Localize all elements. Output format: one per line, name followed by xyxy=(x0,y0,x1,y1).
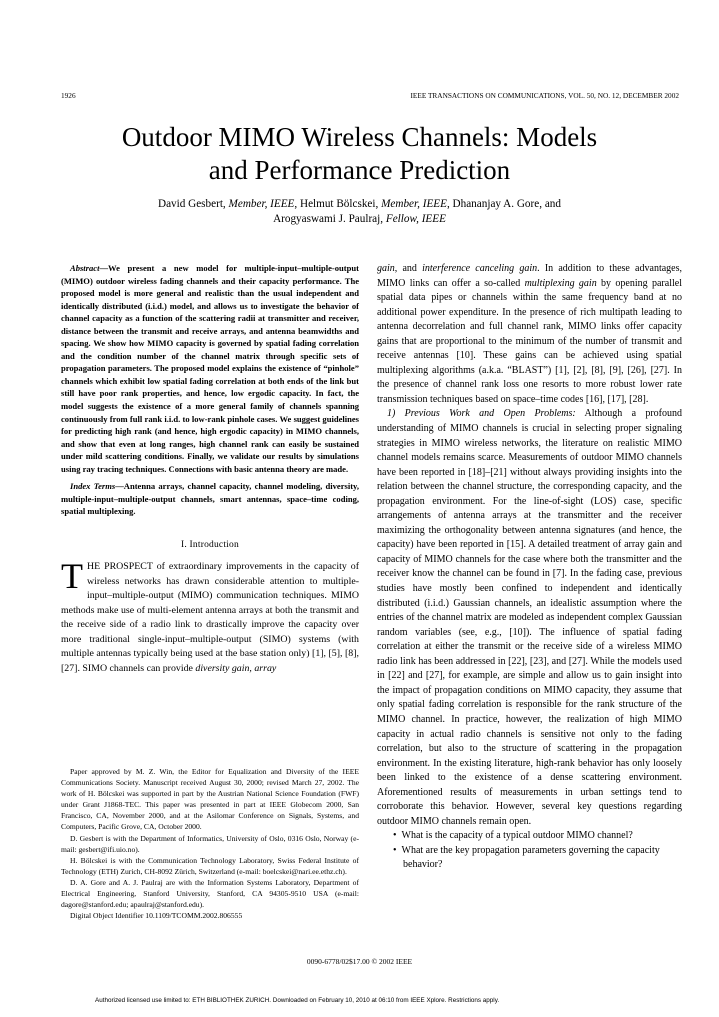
subsection-heading: 1) Previous Work and Open Problems: xyxy=(387,408,576,420)
list-item: • What is the capacity of a typical outdoor MIMO channel? xyxy=(393,830,633,842)
bullet-text: What is the capacity of a typical outdoor MIMO channel? xyxy=(401,830,633,842)
list-item: • What are the key propagation parameters governing the capacity behavior? xyxy=(393,844,660,871)
author-line-1 xyxy=(0,197,719,212)
title-line-1: Outdoor MIMO Wireless Channels: Models xyxy=(121,122,598,152)
paper-title xyxy=(0,121,719,187)
right-column xyxy=(377,262,682,873)
text-run: by opening parallel spatial data pipes or channels within the same frequency band at no additional power expenditure. In the presence of rich multipath leading to antenna decorrelation and full channel rank, MIMO links offer capacity gains that are proportional to the minimum of the number of transmit and receive antennas [10]. These gains can be achieved using spatial multiplexing algorithms (a.k.a. “BLAST”) [1], [2], [8], [9], [26], [27]. In the presence of channel rank loss one resorts to more robust lower rate transmission techniques based on space–time codes [16], [17], [28]. xyxy=(377,277,682,405)
text-run: . In addition to these advantages, MIMO links can offer a so-called xyxy=(377,263,682,289)
footnote-item: D. A. Gore and A. J. Paulraj are with the Information Systems Laboratory, Department of Electrical Engineering, Stanford University, Stanford, CA 94305-9510 USA (e-mail: dagore@stanford.edu; apaulraj@stanford.edu). xyxy=(61,877,359,910)
emphasis: interference canceling gain xyxy=(422,263,538,274)
introduction-paragraph xyxy=(61,556,359,676)
author-4: Arogyaswami J. Paulraj, xyxy=(273,213,384,225)
left-column xyxy=(61,262,359,676)
author-line-2 xyxy=(0,212,719,227)
copyright-line: 0090-6778/02$17.00 © 2002 IEEE xyxy=(306,957,413,966)
footnote-item: H. Bölcskei is with the Communication Technology Laboratory, Swiss Federal Institute of Technology (ETH) Zurich, CH-8092 Zürich, Switzerland (e-mail: boelcskei@nari.ee.ethz.ch). xyxy=(61,855,359,876)
intro-text: of extraordinary improvements in the capacity of wireless networks has drawn considerable attention to multiple-input–multiple-output (MIMO) communication techniques. MIMO methods make use of multi-element antenna arrays at both the transmit and the receive side of a radio link to drastically improve the capacity over more traditional single-input–multiple-output (SIMO) systems (with multiple antennas typically being used at the base station only) [1], [5], [8], [27]. SIMO channels can provide xyxy=(61,561,359,674)
drop-cap: T xyxy=(61,556,83,597)
footnotes xyxy=(61,766,359,921)
text-run: Although a profound understanding of MIMO channels is crucial in selecting proper signaling strategies in MIMO wireless networks, the literature on realistic MIMO channel models remains scarce. Measurements of outdoor MIMO channels have been reported in [18]–[21] without always providing insights into the relation between the channel structure, the corresponding capacity, and the propagation environment. For the line-of-sight (LOS) case, specific arrangements of antenna arrays at the transmitter and the receiver maximizing the orthogonality between antenna signatures (and hence, the capacity) have been reported in [15]. A detailed treatment of array gain and capacity of MIMO channels for the case where both the transmitter and the receiver know the channel can be found in [7]. In the fading case, previous studies have mostly been confined to independent and identically distributed (i.i.d.) Gaussian channels, an idealistic assumption where the entries of the channel matrix are modeled as independent complex Gaussian random variables (see, e.g., [10]). The influence of spatial fading correlation at either the transmit or the receive side of a wireless MIMO radio link has been addressed in [22], [23], and [27]. While the models used in [22] and [27], for example, are simple and allow us to gain insight into the impact of propagation conditions on MIMO capacity, they assume that only spatial fading correlation is responsible for the rank structure of the MIMO channel. In practice, however, the realization of high MIMO capacity in actual radio channels is sensitive not only to the fading correlation, but also to the structure of scattering in the propagation environment. In the existing literature, high-rank behavior has only loosely been linked to the existence of a dense scattering environment. Aforementioned results of measurements in urban settings tend to corroborate this behavior. However, several key questions regarding outdoor MIMO channels remain open. xyxy=(377,408,683,827)
author-list xyxy=(0,197,719,227)
index-terms-label: Index Terms xyxy=(70,481,116,492)
title-line-2: and Performance Prediction xyxy=(208,155,511,185)
author-4-role: Fellow, IEEE xyxy=(385,213,446,225)
journal-header: IEEE TRANSACTIONS ON COMMUNICATIONS, VOL. 50, NO. 12, DECEMBER 2002 xyxy=(410,91,679,100)
footnote-item: Paper approved by M. Z. Win, the Editor for Equalization and Diversity of the IEEE Communications Society. Manuscript received August 30, 2000; revised March 27, 2002. The work of H. Bölcskei was supported in part by the Austrian National Science Foundation (FWF) under Grant J1868-TEC. This paper was presented in part at IEEE Globecom 2000, San Francisco, CA, November 2000, and at the Asilomar Conference on Signals, Systems, and Computers, Pacific Grove, CA, October 2000. xyxy=(61,767,359,832)
abstract xyxy=(61,262,359,475)
page-number: 1926 xyxy=(61,91,76,100)
abstract-text: —We present a new model for multiple-input–multiple-output (MIMO) outdoor wireless fading channels and their capacity performance. The proposed model is more general and realistic than the usual independent and identically distributed (i.i.d.) model, and allows us to investigate the behavior of channel capacity as a function of the scattering radii at transmitter and receiver, distance between the transmit and receive arrays, and antenna beamwidths and spacing. We show how MIMO capacity is governed by spatial fading correlation and the condition number of the channel matrix through specific sets of propagation parameters. The proposed model explains the existence of “pinhole” channels which exhibit low spatial fading correlation at both ends of the link but still have poor rank properties, and hence, low ergodic capacity. In fact, the model suggests the existence of a more general family of channels spanning continuously from full rank i.i.d. to low-rank pinhole cases. We suggest guidelines for predicting high rank (and hence, high ergodic capacity) in MIMO channels, and show that even at long ranges, high channel rank can easily be sustained under mild scattering conditions. Finally, we validate our results by simulations using ray tracing techniques. Connections with basic antenna theory are made. xyxy=(61,263,359,474)
index-terms-text: —Antenna arrays, channel capacity, channel modeling, diversity, multiple-input–multiple-output channels, smart antennas, space–time coding, spatial multiplexing. xyxy=(61,481,359,517)
footnote-item: Digital Object Identifier 10.1109/TCOMM.2002.806555 xyxy=(70,911,243,921)
author-1-role: Member, IEEE xyxy=(228,198,295,210)
author-1: David Gesbert, xyxy=(158,198,226,210)
intro-caps: HE PROSPECT xyxy=(87,561,153,573)
footnote-item: D. Gesbert is with the Department of Informatics, University of Oslo, 0316 Oslo, Norway (e-mail: gesbert@ifi.uio.no). xyxy=(61,833,359,854)
right-paragraph-2 xyxy=(377,407,682,829)
emphasis: gain xyxy=(377,263,395,274)
text-run: , and xyxy=(394,263,423,274)
index-terms xyxy=(61,480,359,518)
section-heading-introduction: I. Introduction xyxy=(181,539,239,550)
intro-emphasis: diversity gain, array xyxy=(195,662,277,674)
author-2-role: Member, IEEE xyxy=(381,198,447,210)
author-2: , Helmut Bölcskei, xyxy=(294,198,379,210)
author-3: , Dhananjay A. Gore, and xyxy=(446,198,561,210)
abstract-label: Abstract xyxy=(70,263,100,273)
emphasis: multiplexing gain xyxy=(524,277,597,289)
bullet-text: What are the key propagation parameters governing the capacity behavior? xyxy=(401,844,660,871)
right-paragraph-1 xyxy=(377,262,682,407)
license-footer: Authorized licensed use limited to: ETH BIBLIOTHEK ZURICH. Downloaded on February 10, 2010 at 06:10 from IEEE Xplore. Restrictions apply. xyxy=(95,997,500,1004)
